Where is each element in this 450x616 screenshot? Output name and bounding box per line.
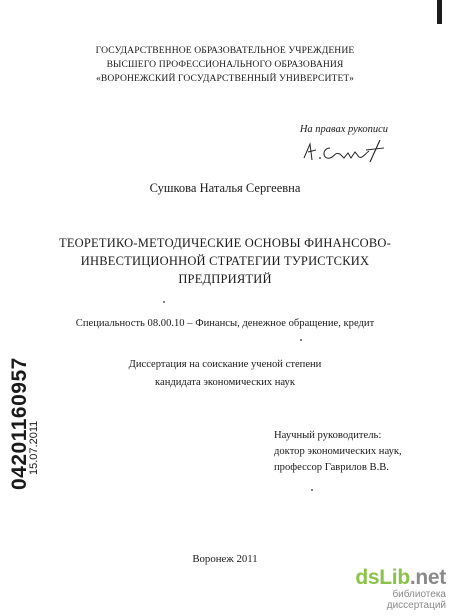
author-name: Сушкова Наталья Сергеевна [149,181,301,195]
dslib-watermark[interactable] [336,566,446,614]
institution-line-3: «ВОРОНЕЖСКИЙ ГОСУДАРСТВЕННЫЙ УНИВЕРСИТЕТ» [95,73,355,84]
advisor-block [274,428,402,476]
advisor-line-2: доктор экономических наук, [274,446,402,457]
advisor-line-3: профессор Гаврилов В.В. [274,462,389,473]
scan-speck [300,339,302,341]
degree-line-2: кандидата экономических наук [155,377,295,388]
stamp-date: 15.07.2011 [28,420,40,475]
watermark-subtitle: библиотека диссертаций [386,589,446,611]
handwritten-signature [296,136,392,166]
institution-line-2: ВЫСШЕГО ПРОФЕССИОНАЛЬНОГО ОБРАЗОВАНИЯ [106,59,344,70]
title-line-1: ТЕОРЕТИКО-МЕТОДИЧЕСКИЕ ОСНОВЫ ФИНАНСОВО- [59,236,391,250]
title-line-2: ИНВЕСТИЦИОННОЙ СТРАТЕГИИ ТУРИСТСКИХ [80,254,370,268]
advisor-line-1: Научный руководитель: [274,430,382,441]
scan-corner-mark [437,0,442,24]
logo-part-1: dsLib [355,566,410,589]
title-line-3: ПРЕДПРИЯТИЙ [178,272,272,286]
degree-block [0,356,450,392]
city-year: Воронеж 2011 [192,553,258,565]
manuscript-note: На правах рукописи [299,124,388,135]
specialty-line: Специальность 08.00.10 – Финансы, денежное обращение, кредит [75,318,375,329]
scan-speck [163,301,165,303]
logo-part-2: .net [409,566,446,589]
institution-block [0,44,450,86]
dslib-logo [336,566,446,590]
library-stamp [6,357,42,490]
dissertation-title [0,234,450,288]
institution-line-1: ГОСУДАРСТВЕННОЕ ОБРАЗОВАТЕЛЬНОЕ УЧРЕЖДЕНИЕ [95,45,355,56]
stamp-number: 04201160957 [8,357,31,490]
degree-line-1: Диссертация на соискание ученой степени [128,359,322,370]
scan-speck [311,489,313,491]
